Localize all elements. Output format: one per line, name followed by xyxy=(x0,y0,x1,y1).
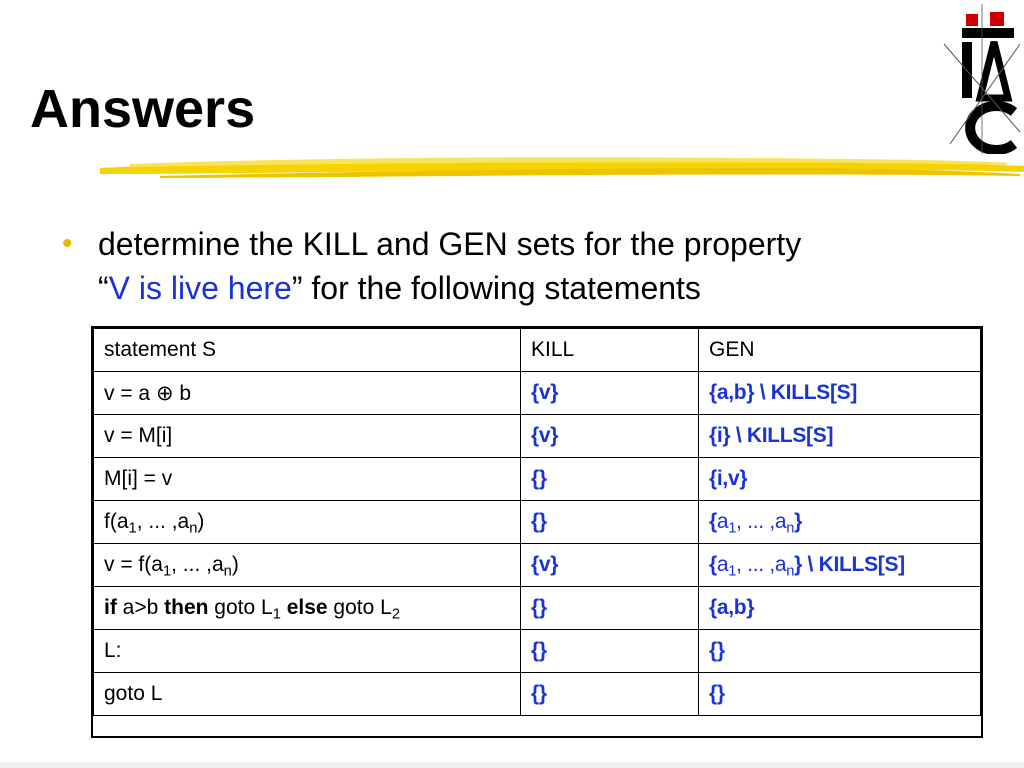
subscript: 2 xyxy=(391,606,400,623)
cell-gen xyxy=(699,501,981,544)
stmt-text: goto L xyxy=(327,596,392,619)
header-kill: KILL xyxy=(521,329,699,372)
cell-statement: goto L xyxy=(94,673,521,716)
cell-kill: {v} xyxy=(521,544,699,587)
table-row xyxy=(94,458,981,501)
property-highlight: V is live here xyxy=(108,270,292,306)
cell-statement: v = M[i] xyxy=(94,415,521,458)
cell-gen: {i} \ KILLS[S] xyxy=(699,415,981,458)
cell-statement: v = a ⊕ b xyxy=(94,372,521,415)
subscript: n xyxy=(223,563,232,580)
cell-kill: {} xyxy=(521,630,699,673)
stmt-text: a>b xyxy=(116,596,165,619)
cell-gen: {a,b} \ KILLS[S] xyxy=(699,372,981,415)
cell-statement xyxy=(94,587,521,630)
gen-text: { xyxy=(709,510,717,533)
cell-gen xyxy=(699,544,981,587)
table-row xyxy=(94,544,981,587)
header-gen: GEN xyxy=(699,329,981,372)
bullet-line-2-rest: ” for the following statements xyxy=(291,270,701,306)
bullet-line-1: determine the KILL and GEN sets for the property xyxy=(98,226,802,262)
cell-gen: {} xyxy=(699,630,981,673)
cell-statement xyxy=(94,501,521,544)
keyword-else: else xyxy=(280,596,328,619)
subscript: 1 xyxy=(162,563,172,580)
stmt-text: ) xyxy=(231,553,239,576)
cell-gen: {a,b} xyxy=(699,587,981,630)
bullet-dot-icon: • xyxy=(62,227,73,260)
gen-text: a xyxy=(716,510,729,533)
keyword-then: then xyxy=(164,596,209,619)
gen-text: a xyxy=(716,553,729,576)
gen-text: { xyxy=(709,553,717,576)
stmt-text: ) xyxy=(197,510,205,533)
cell-gen: {} xyxy=(699,673,981,716)
cell-statement: L: xyxy=(94,630,521,673)
table-row xyxy=(94,587,981,630)
subscript: 1 xyxy=(728,520,737,537)
gen-text: } xyxy=(794,510,803,533)
subscript: 1 xyxy=(272,606,281,623)
subscript: 1 xyxy=(128,520,137,537)
cell-kill: {} xyxy=(521,673,699,716)
table-row xyxy=(94,501,981,544)
table-row xyxy=(94,630,981,673)
stmt-text: , ... ,a xyxy=(171,553,224,576)
footer-divider xyxy=(0,762,1024,768)
slide-title: Answers xyxy=(30,79,256,139)
gen-text: , ... ,a xyxy=(736,553,787,576)
cell-kill: {v} xyxy=(521,372,699,415)
gen-text: \ KILLS[S] xyxy=(802,553,905,576)
cell-statement xyxy=(94,544,521,587)
cell-kill: {} xyxy=(521,458,699,501)
cell-gen: {i,v} xyxy=(699,458,981,501)
subscript: n xyxy=(786,563,795,580)
iaik-logo-icon xyxy=(940,4,1024,154)
gen-text: } xyxy=(794,553,803,576)
stmt-text: v = f(a xyxy=(104,553,163,576)
quote-open: “ xyxy=(98,270,109,306)
table-row xyxy=(94,372,981,415)
stmt-text: , ... ,a xyxy=(136,510,190,533)
header-statement: statement S xyxy=(94,329,521,372)
subscript: 1 xyxy=(728,563,737,580)
table-row xyxy=(94,673,981,716)
stmt-text: f(a xyxy=(104,510,129,533)
stmt-text: goto L xyxy=(208,596,273,619)
subscript: n xyxy=(189,520,198,537)
bullet-text xyxy=(98,222,998,310)
table-header-row xyxy=(94,329,981,372)
kill-gen-table xyxy=(93,328,981,716)
subscript: n xyxy=(786,520,795,537)
cell-kill: {} xyxy=(521,501,699,544)
title-brush-underline xyxy=(100,150,1024,186)
keyword-if: if xyxy=(104,596,117,619)
table-row xyxy=(94,415,981,458)
cell-kill: {v} xyxy=(521,415,699,458)
gen-text: , ... ,a xyxy=(736,510,787,533)
cell-statement: M[i] = v xyxy=(94,458,521,501)
cell-kill: {} xyxy=(521,587,699,630)
